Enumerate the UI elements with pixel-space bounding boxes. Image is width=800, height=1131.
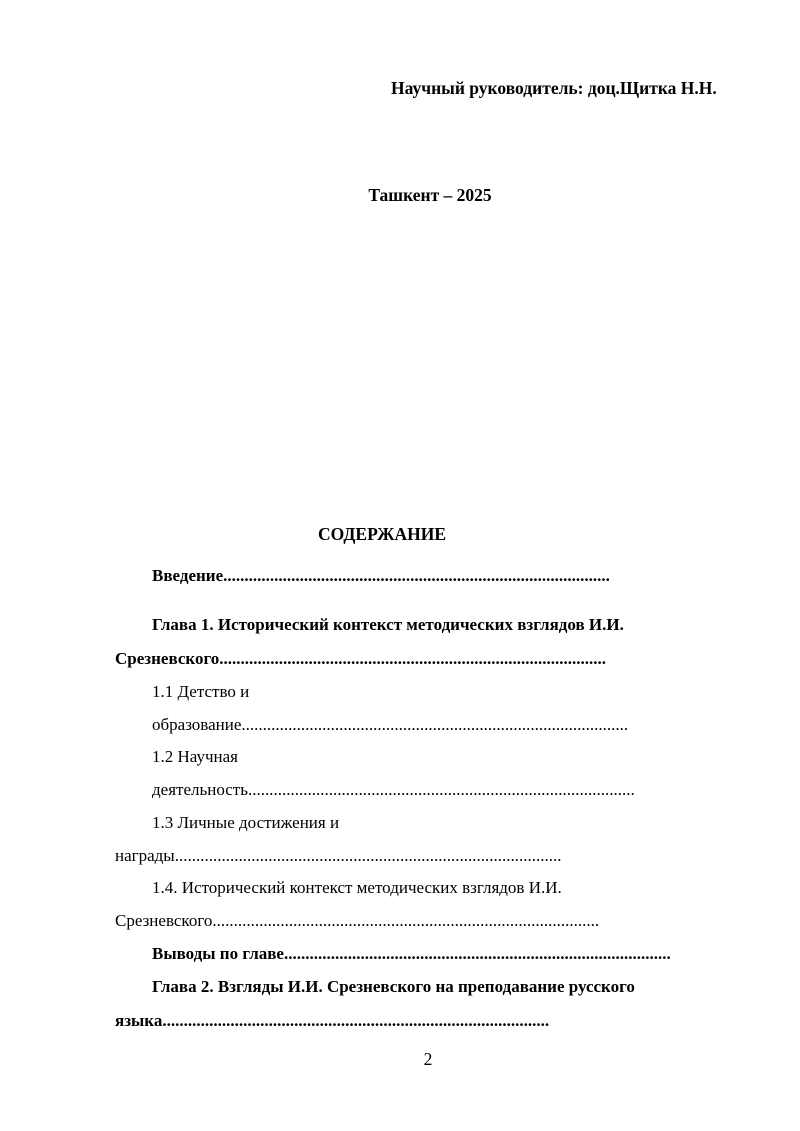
city-year: Ташкент – 2025: [368, 185, 492, 205]
toc-entry-1-3: 1.3 Личные достижения и: [152, 813, 340, 832]
toc-entry-chapter-1-cont: Срезневского...........................................................................................: [115, 649, 606, 668]
toc-entry-1-1: 1.1 Детство и: [152, 682, 250, 701]
supervisor-line: Научный руководитель: доц.Щитка Н.Н.: [391, 78, 717, 98]
toc-entry-chapter-1: Глава 1. Исторический контекст методических взглядов И.И.: [152, 615, 624, 634]
toc-entry-1-3-cont: награды...........................................................................................: [115, 846, 562, 865]
toc-entry-1-2-cont: деятельность...........................................................................................: [152, 780, 635, 799]
page-number: 2: [423, 1049, 433, 1069]
toc-entry-introduction: Введение...........................................................................................: [152, 566, 610, 585]
toc-entry-1-4: 1.4. Исторический контекст методических взглядов И.И.: [152, 878, 562, 897]
toc-entry-chapter-2-cont: языка...........................................................................................: [115, 1011, 550, 1030]
toc-entry-1-2: 1.2 Научная: [152, 747, 238, 766]
toc-entry-chapter-conclusions: Выводы по главе...........................................................................................: [152, 944, 671, 963]
toc-entry-1-4-cont: Срезневского...........................................................................................: [115, 911, 600, 930]
toc-entry-1-1-cont: образование...........................................................................................: [152, 715, 629, 734]
toc-entry-chapter-2: Глава 2. Взгляды И.И. Срезневского на преподавание русского: [152, 977, 635, 996]
toc-title: СОДЕРЖАНИЕ: [317, 524, 446, 544]
